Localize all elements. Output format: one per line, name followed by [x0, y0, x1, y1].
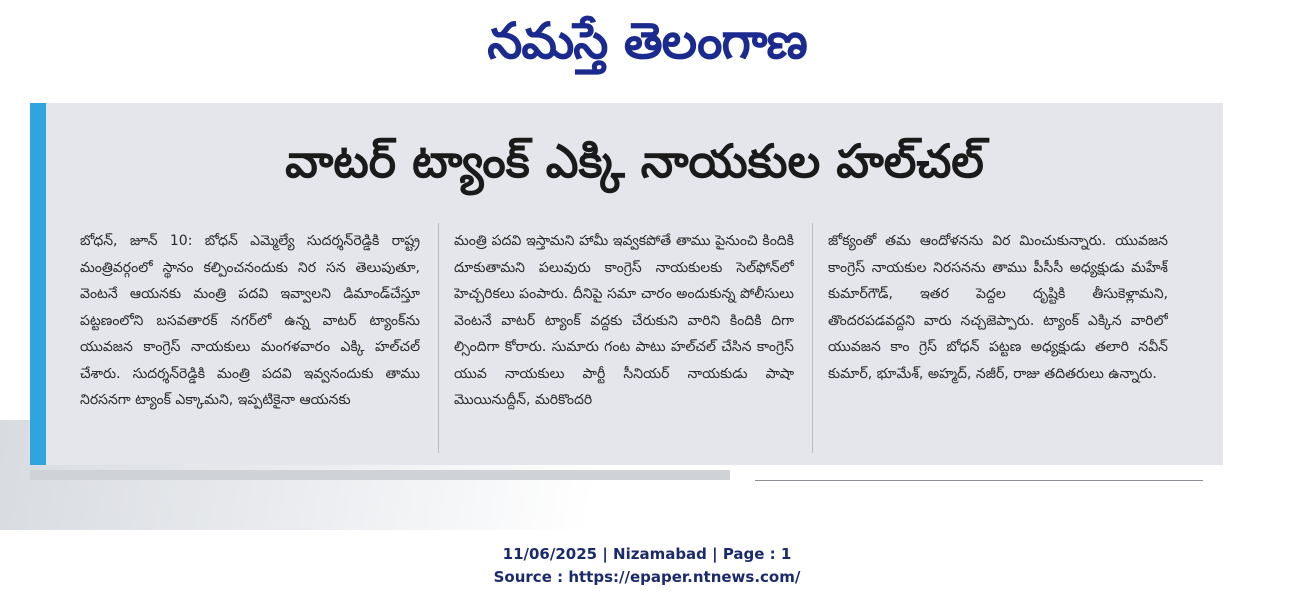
article-column-1: బోధన్, జూన్ 10: బోధన్ ఎమ్మెల్యే సుదర్శన్‌రెడ్డికి రాష్ట్ర మంత్రివర్గంలో స్థానం కల్పించనందుకు నిర సన తెలుపుతూ, వెంటనే ఆయనకు మంత్రి పదవి ఇవ్వాలని డిమాండ్‌చేస్తూ పట్టణంలోని బసవతారక్ నగర్‌లో ఉన్న వాటర్ ట్యాంక్‌ను యువజన కాంగ్రెస్ నాయకులు మంగళవారం ఎక్కి హల్‌చల్ చేశారు. సుదర్శన్‌రెడ్డికి మంత్రి పదవి ఇవ్వనందుకు తాము నిరసనగా ట్యాంక్ ఎక్కామని, ఇప్పటికైనా ఆయనకు	[80, 233, 420, 408]
article-headline: వాటర్ ట్యాంక్ ఎక్కి నాయకుల హల్‌చల్	[285, 134, 984, 188]
column-divider	[812, 223, 813, 453]
article-clipping	[30, 103, 1223, 465]
footer-source-url: Source : https://epaper.ntnews.com/	[493, 568, 801, 586]
footer-date-edition-page: 11/06/2025 | Nizamabad | Page : 1	[502, 545, 792, 563]
article-column-3: జోక్యంతో తమ ఆందోళనను విర మించుకున్నారు. యువజన కాంగ్రెస్ నాయకుల నిరసనను తాము పీసీసీ అధ్యక్షుడు మహేశ్ కుమార్‌గౌడ్, ఇతర పెద్దల దృష్టికి తీసుకెళ్లామని, తొందరపడవద్దని వారు నచ్చజెప్పారు. ట్యాంక్ ఎక్కిన వారిలో యువజన కాం గ్రెస్ బోధన్ పట్టణ అధ్యక్షుడు తలారి నవీన్ కుమార్, భూమేశ్, అహ్మద్, నజీర్, రాజు తదితరులు ఉన్నారు.	[828, 233, 1168, 382]
decorative-stripe	[30, 470, 730, 480]
article-column-2: మంత్రి పదవి ఇస్తామని హామీ ఇవ్వకపోతే తాము పైనుంచి కిందికి దూకుతామని పలువురు కాంగ్రెస్ నాయకులకు సెల్‌ఫోన్‌లో హెచ్చరికలు పంపారు. దీనిపై సమా చారం అందుకున్న పోలీసులు వెంటనే వాటర్ ట్యాంక్ వద్దకు చేరుకుని వారిని కిందికి దిగా ల్సిందిగా కోరారు. సుమారు గంట పాటు హల్‌చల్ చేసిన కాంగ్రెస్ యువ నాయకులు పార్టీ సీనియర్ నాయకుడు పాషా మొయినుద్దీన్, మరికొందరి	[454, 233, 794, 408]
article-accent-bar	[30, 103, 46, 465]
column-divider	[438, 223, 439, 453]
horizontal-rule	[755, 480, 1203, 481]
newspaper-masthead: నమస్తే తెలంగాణ	[487, 12, 807, 70]
